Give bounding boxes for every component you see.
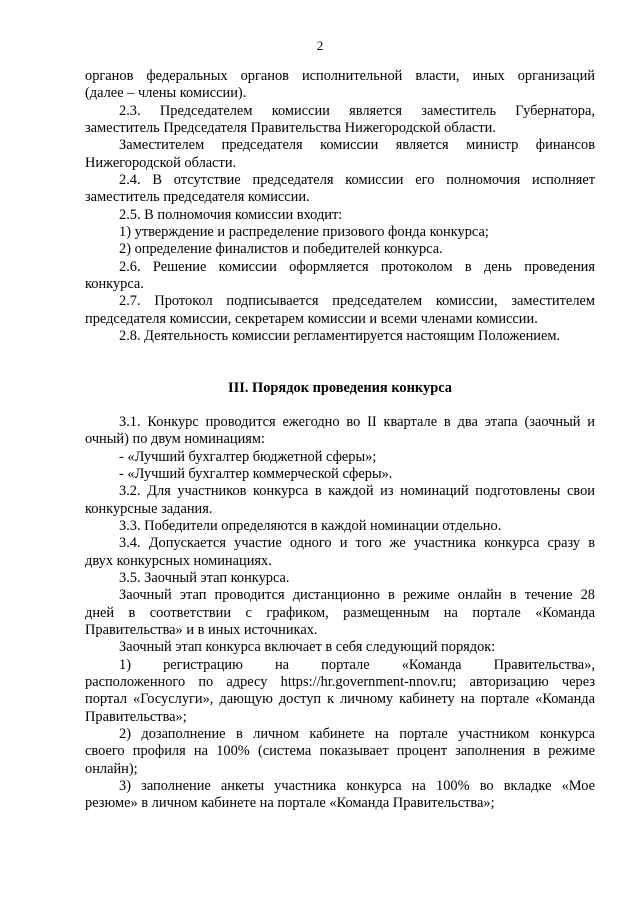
text-line: 2.3. Председателем комиссии является заместитель Губернатора, — [119, 102, 595, 119]
text-line: заместитель Председателя Правительства Нижегородской области. — [85, 120, 496, 137]
text-line: 2.6. Решение комиссии оформляется протоколом в день проведения — [119, 258, 595, 275]
section-2-continuation — [85, 68, 595, 346]
text-line: органов федеральных органов исполнительной власти, иных организаций — [85, 68, 595, 84]
text-line: 3) заполнение анкеты участника конкурса на 100% во вкладке «Мое — [119, 778, 595, 795]
text-line: 2.5. В полномочия комиссии входит: — [119, 206, 343, 223]
text-line: резюме» в личном кабинете на портале «Команда Правительства»; — [85, 795, 495, 812]
text-line: 2.8. Деятельность комиссии регламентируется настоящим Положением. — [119, 328, 561, 345]
text-line: двух конкурсных номинациях. — [85, 552, 272, 569]
text-line: - «Лучший бухгалтер бюджетной сферы»; — [119, 448, 377, 465]
text-line: Заочный этап проводится дистанционно в режиме онлайн в течение 28 — [119, 587, 595, 604]
text-line: 2) дозаполнение в личном кабинете на портале участником конкурса — [119, 726, 595, 743]
text-line: Заочный этап конкурса включает в себя следующий порядок: — [119, 639, 496, 656]
text-line: конкурсные задания. — [85, 500, 213, 517]
text-line: портал «Госуслуги», дающую доступ к личному кабинету на портале «Команда — [85, 691, 595, 708]
text-line: заместитель председателя комиссии. — [85, 189, 310, 206]
page-number: 2 — [316, 38, 324, 53]
text-line: очный) по двум номинациям: — [85, 431, 265, 448]
text-line: своего профиля на 100% (система показывает процент заполнения в режиме — [85, 743, 595, 760]
text-line: 3.1. Конкурс проводится ежегодно во II квартале в два этапа (заочный и — [119, 413, 595, 430]
text-line: 3.2. Для участников конкурса в каждой из номинаций подготовлены свои — [119, 483, 595, 500]
text-line: (далее – члены комиссии). — [85, 85, 247, 102]
text-line: 2) определение финалистов и победителей конкурса. — [119, 241, 443, 258]
text-line: - «Лучший бухгалтер коммерческой сферы». — [119, 465, 393, 482]
text-line: 3.4. Допускается участие одного и того же участника конкурса сразу в — [119, 535, 595, 552]
section-3-text — [85, 414, 595, 813]
text-line: 2.7. Протокол подписывается председателем комиссии, заместителем — [119, 293, 595, 310]
heading-gap — [85, 397, 595, 414]
text-line: Заместителем председателя комиссии является министр финансов — [119, 137, 595, 154]
section-gap — [85, 346, 595, 380]
text-line: Правительства» и в иных источниках. — [85, 621, 318, 638]
document-body — [85, 68, 595, 813]
text-line: конкурса. — [85, 276, 144, 293]
text-line: 2.4. В отсутствие председателя комиссии его полномочия исполняет — [119, 172, 595, 189]
text-line: дней в соответствии с графиком, размещенным на портале «Команда — [85, 604, 595, 621]
text-line: 3.3. Победители определяются в каждой номинации отдельно. — [119, 517, 502, 534]
text-line: Правительства»; — [85, 708, 187, 725]
text-line: 1) регистрацию на портале «Команда Правительства», — [119, 656, 595, 673]
text-line: председателя комиссии, секретарем комиссии и всеми членами комиссии. — [85, 310, 538, 327]
text-line: онлайн); — [85, 760, 138, 777]
text-line: Нижегородской области. — [85, 154, 237, 171]
text-line: 3.5. Заочный этап конкурса. — [119, 569, 290, 586]
text-line: 1) утверждение и распределение призового фонда конкурса; — [119, 224, 489, 241]
text-line: расположенного по адресу https://hr.government-nnov.ru; авторизацию через — [85, 674, 595, 690]
section-heading: III. Порядок проведения конкурса — [228, 379, 452, 396]
